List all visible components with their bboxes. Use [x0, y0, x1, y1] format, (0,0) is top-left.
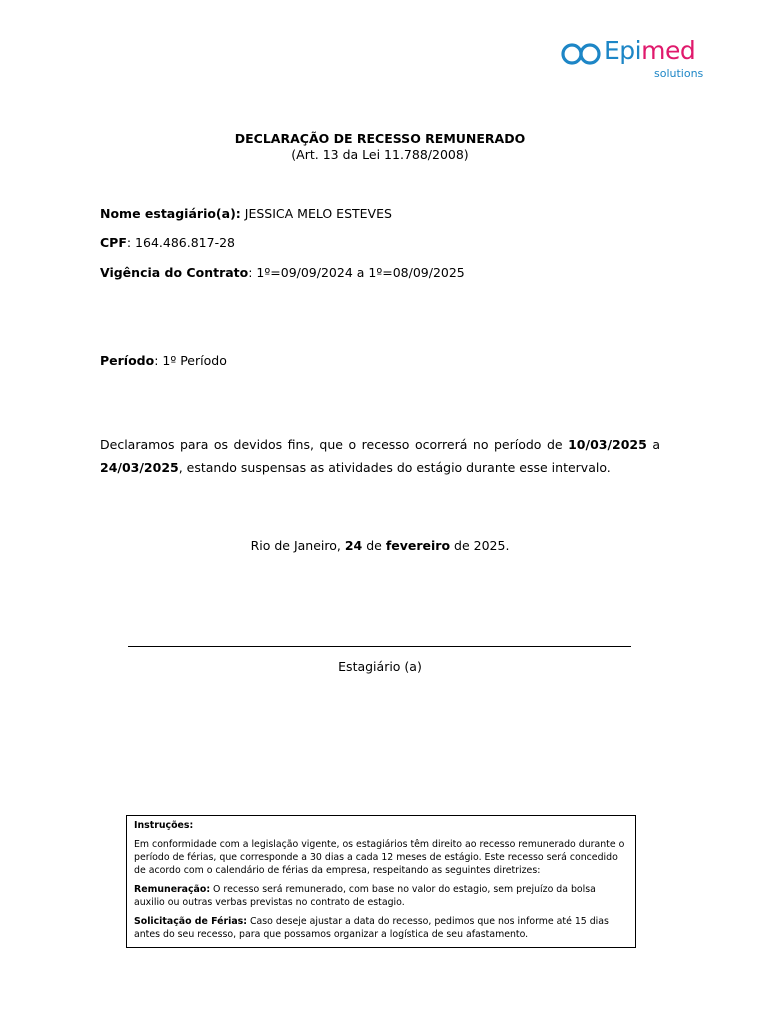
instructions-vacation-request: Solicitação de Férias: Caso deseje ajustar a data do recesso, pedimos que nos informe até 15 dias antes do seu recesso, para que possamos organizar a logística de seu afastamento. — [134, 916, 609, 940]
document-title: DECLARAÇÃO DE RECESSO REMUNERADO — [234, 131, 526, 146]
instructions-box — [126, 815, 636, 948]
logo-wordmark: Epimed — [604, 36, 696, 65]
cpf-field — [100, 235, 235, 250]
cpf-label: CPF — [100, 235, 127, 250]
cpf-value: : 164.486.817-28 — [126, 235, 235, 250]
logo-tagline: solutions — [654, 67, 704, 80]
signature-line — [128, 646, 631, 647]
contract-period-value: : 1º=09/09/2024 a 1º=08/09/2025 — [248, 265, 465, 280]
contract-period-field — [100, 265, 465, 280]
contract-period-label: Vigência do Contrato — [100, 265, 249, 280]
recess-start-date: 10/03/2025 — [568, 437, 647, 452]
date-month: fevereiro — [385, 538, 451, 553]
date-day: 24 — [344, 538, 363, 553]
recess-end-date: 24/03/2025 — [100, 460, 179, 475]
document-subtitle: (Art. 13 da Lei 11.788/2008) — [291, 147, 469, 162]
instructions-title: Instruções: — [134, 820, 194, 831]
intern-name-value: JESSICA MELO ESTEVES — [240, 206, 392, 221]
declaration-paragraph: Declaramos para os devidos fins, que o recesso ocorrerá no período de 10/03/2025 a 24/03/2025, estando suspensas as atividades do estágio durante esse intervalo. — [100, 437, 660, 475]
infinity-loop-icon — [560, 38, 604, 68]
signature-label: Estagiário (a) — [338, 659, 422, 674]
period-field — [100, 353, 227, 368]
instructions-intro: Em conformidade com a legislação vigente, os estagiários têm direito ao recesso remunerado durante o período de férias, que corresponde a 30 dias a cada 12 meses de estágio. Este recesso será concedido de acordo com o calendário de férias da empresa, respeitando as seguintes diretrizes: — [134, 839, 625, 876]
company-logo — [560, 38, 710, 88]
intern-name-label: Nome estagiário(a): — [100, 206, 241, 221]
period-value: : 1º Período — [154, 353, 227, 368]
period-label: Período — [100, 353, 155, 368]
intern-name-field — [100, 206, 392, 221]
instructions-remuneration: Remuneração: O recesso será remunerado, com base no valor do estagio, sem prejuízo da bolsa auxilio ou outras verbas previstas no contrato de estagio. — [134, 884, 596, 908]
place-and-date: Rio de Janeiro, 24 de fevereiro de 2025. — [250, 538, 510, 553]
